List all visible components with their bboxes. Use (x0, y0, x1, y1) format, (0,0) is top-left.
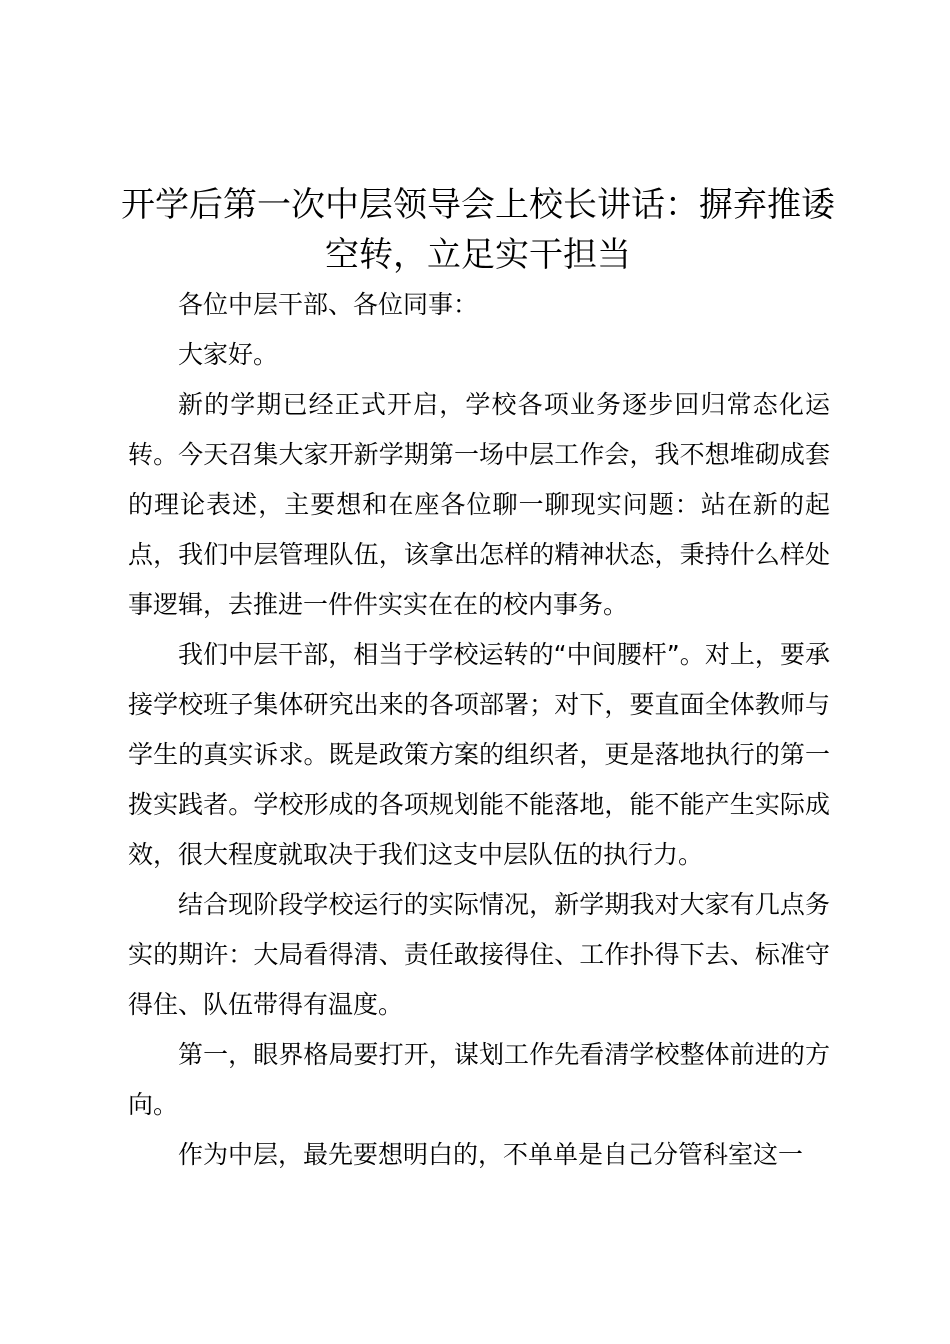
paragraph-greeting: 大家好。 (178, 340, 279, 369)
paragraph-intro: 新的学期已经正式开启，学校各项业务逐步回归常态化运转。今天召集大家开新学期第一场中层工作会，我不想堆砌成套的理论表述，主要想和在座各位聊一聊现实问题：站在新的起点，我们中层管理队伍，该拿出怎样的精神状态，秉持什么样处事逻辑，去推进一件件实实在在的校内事务。 (128, 390, 830, 619)
paragraph-role: 我们中层干部，相当于学校运转的“中间腰杆”。对上，要承接学校班子集体研究出来的各项部署；对下，要直面全体教师与学生的真实诉求。既是政策方案的组织者，更是落地执行的第一拨实践者。学校形成的各项规划能不能落地，能不能产生实际成效，很大程度就取决于我们这支中层队伍的执行力。 (128, 640, 830, 869)
paragraph-point-one: 第一，眼界格局要打开，谋划工作先看清学校整体前进的方向。 (128, 1040, 830, 1119)
paragraph-point-one-body: 作为中层，最先要想明白的，不单单是自己分管科室这一 (178, 1140, 804, 1169)
paragraph-salutation: 各位中层干部、各位同事： (178, 290, 479, 319)
paragraph-expectations: 结合现阶段学校运行的实际情况，新学期我对大家有几点务实的期许：大局看得清、责任敢接得住、工作扑得下去、标准守得住、队伍带得有温度。 (128, 890, 830, 1019)
document-title: 开学后第一次中层领导会上校长讲话：摒弃推诿空转，立足实干担当 (121, 185, 835, 275)
document-body (128, 280, 830, 1180)
